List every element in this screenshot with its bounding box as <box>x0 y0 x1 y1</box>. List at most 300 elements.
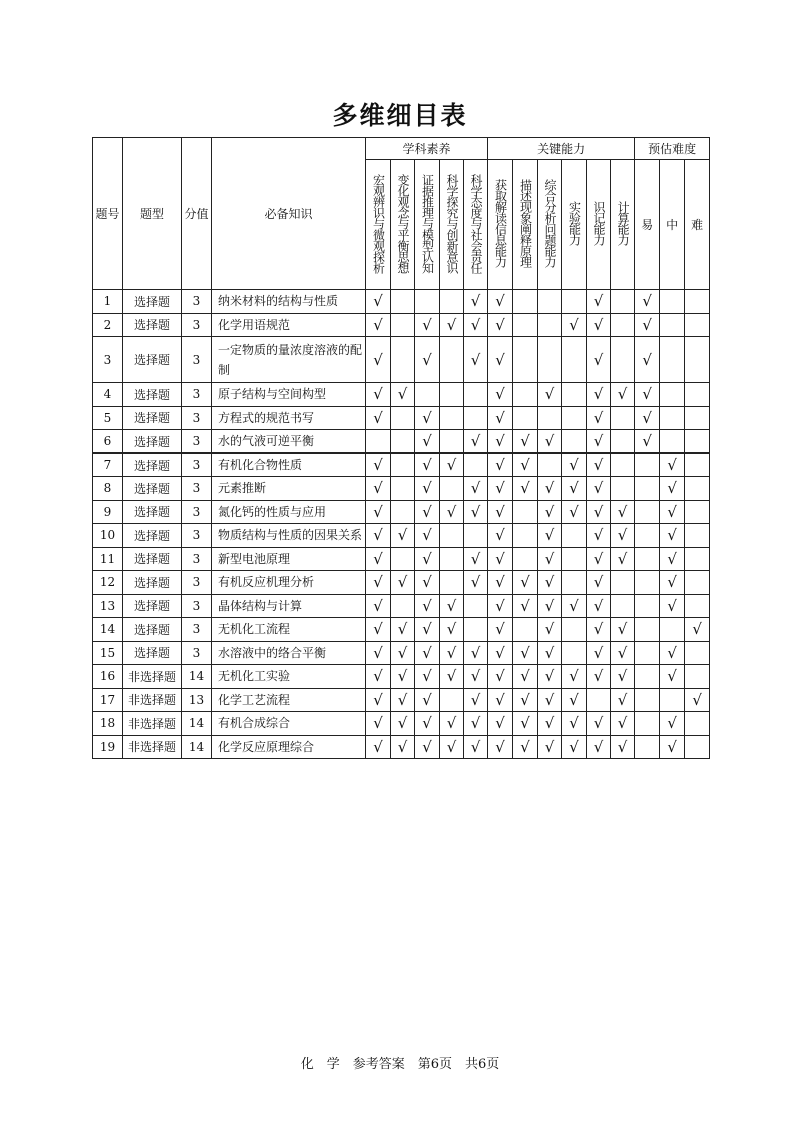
literacy-check-mark: √ <box>464 735 488 759</box>
ability-check-mark: √ <box>587 712 611 736</box>
difficulty-check-mark: √ <box>660 641 685 665</box>
ability-check-mark: √ <box>513 453 538 477</box>
literacy-check-mark: √ <box>366 688 391 712</box>
difficulty-check-mark: √ <box>660 712 685 736</box>
ability-check-mark: √ <box>611 500 635 524</box>
difficulty-check-mark: √ <box>660 665 685 689</box>
literacy-check-mark: √ <box>415 594 440 618</box>
literacy-check-mark: √ <box>366 641 391 665</box>
ability-check-mark: √ <box>488 313 513 337</box>
question-type: 选择题 <box>123 453 182 477</box>
literacy-check-mark: √ <box>440 712 464 736</box>
question-score: 3 <box>182 618 212 642</box>
literacy-check-mark: √ <box>415 618 440 642</box>
question-score: 3 <box>182 594 212 618</box>
header-no: 题号 <box>93 138 123 290</box>
ability-check-mark: √ <box>538 712 562 736</box>
table-row <box>93 313 710 337</box>
literacy-check-mark: √ <box>464 712 488 736</box>
ability-check-mark: √ <box>488 594 513 618</box>
knowledge-point: 化学用语规范 <box>212 313 366 337</box>
question-type: 非选择题 <box>123 735 182 759</box>
ability-check-mark: √ <box>488 500 513 524</box>
difficulty-check-mark: √ <box>685 618 710 642</box>
question-score: 3 <box>182 524 212 548</box>
question-no: 17 <box>93 688 123 712</box>
literacy-cell-3 <box>440 290 464 314</box>
ability-cell-5 <box>611 571 635 595</box>
ability-cell-3 <box>562 406 587 430</box>
literacy-check-mark: √ <box>366 712 391 736</box>
ability-cell-1 <box>513 290 538 314</box>
literacy-check-mark: √ <box>391 735 415 759</box>
table-row <box>93 477 710 501</box>
table-row <box>93 571 710 595</box>
ability-cell-5 <box>611 453 635 477</box>
table-row <box>93 712 710 736</box>
literacy-check-mark: √ <box>391 641 415 665</box>
ability-check-mark: √ <box>488 337 513 383</box>
question-score: 3 <box>182 453 212 477</box>
question-score: 3 <box>182 571 212 595</box>
ability-check-mark: √ <box>538 524 562 548</box>
page-footer: 化 学 参考答案 第6页 共6页 <box>300 1057 500 1072</box>
difficulty-cell-2 <box>685 594 710 618</box>
ability-check-mark: √ <box>587 430 611 454</box>
header-difficulty-0: 易 <box>635 160 660 290</box>
literacy-check-mark: √ <box>415 712 440 736</box>
difficulty-check-mark: √ <box>660 500 685 524</box>
literacy-check-mark: √ <box>415 313 440 337</box>
literacy-check-mark: √ <box>366 477 391 501</box>
literacy-cell-2 <box>415 290 440 314</box>
literacy-check-mark: √ <box>464 290 488 314</box>
literacy-check-mark: √ <box>464 547 488 571</box>
ability-check-mark: √ <box>562 500 587 524</box>
literacy-cell-3 <box>440 547 464 571</box>
knowledge-point: 有机化合物性质 <box>212 453 366 477</box>
literacy-cell-4 <box>464 594 488 618</box>
question-score: 14 <box>182 712 212 736</box>
ability-check-mark: √ <box>587 337 611 383</box>
literacy-check-mark: √ <box>440 500 464 524</box>
knowledge-point: 原子结构与空间构型 <box>212 383 366 407</box>
question-type: 选择题 <box>123 547 182 571</box>
ability-check-mark: √ <box>587 406 611 430</box>
literacy-check-mark: √ <box>391 712 415 736</box>
literacy-check-mark: √ <box>415 571 440 595</box>
question-no: 9 <box>93 500 123 524</box>
difficulty-cell-0 <box>635 477 660 501</box>
question-type: 非选择题 <box>123 688 182 712</box>
ability-check-mark: √ <box>587 665 611 689</box>
literacy-cell-4 <box>464 383 488 407</box>
literacy-check-mark: √ <box>464 500 488 524</box>
literacy-cell-4 <box>464 618 488 642</box>
ability-cell-1 <box>513 618 538 642</box>
question-score: 3 <box>182 290 212 314</box>
literacy-check-mark: √ <box>440 665 464 689</box>
ability-cell-3 <box>562 547 587 571</box>
difficulty-check-mark: √ <box>635 337 660 383</box>
header-difficulty-1: 中 <box>660 160 685 290</box>
difficulty-cell-2 <box>685 641 710 665</box>
knowledge-point: 水的气液可逆平衡 <box>212 430 366 454</box>
ability-cell-5 <box>611 406 635 430</box>
difficulty-check-mark: √ <box>685 688 710 712</box>
ability-check-mark: √ <box>562 735 587 759</box>
difficulty-check-mark: √ <box>660 477 685 501</box>
question-score: 3 <box>182 641 212 665</box>
ability-check-mark: √ <box>538 618 562 642</box>
knowledge-point: 元素推断 <box>212 477 366 501</box>
ability-check-mark: √ <box>587 571 611 595</box>
ability-check-mark: √ <box>587 594 611 618</box>
ability-check-mark: √ <box>513 712 538 736</box>
ability-cell-3 <box>562 383 587 407</box>
literacy-cell-1 <box>391 337 415 383</box>
literacy-check-mark: √ <box>440 641 464 665</box>
ability-check-mark: √ <box>562 712 587 736</box>
ability-check-mark: √ <box>562 313 587 337</box>
question-type: 选择题 <box>123 383 182 407</box>
ability-check-mark: √ <box>611 547 635 571</box>
literacy-check-mark: √ <box>366 665 391 689</box>
difficulty-cell-0 <box>635 500 660 524</box>
difficulty-cell-0 <box>635 618 660 642</box>
table-row <box>93 735 710 759</box>
literacy-check-mark: √ <box>366 337 391 383</box>
knowledge-point: 有机反应机理分析 <box>212 571 366 595</box>
ability-check-mark: √ <box>488 735 513 759</box>
difficulty-cell-1 <box>660 618 685 642</box>
difficulty-cell-2 <box>685 313 710 337</box>
literacy-cell-3 <box>440 406 464 430</box>
table-row <box>93 430 710 454</box>
ability-check-mark: √ <box>488 477 513 501</box>
question-no: 7 <box>93 453 123 477</box>
ability-check-mark: √ <box>611 618 635 642</box>
literacy-check-mark: √ <box>464 665 488 689</box>
ability-check-mark: √ <box>562 594 587 618</box>
table-row <box>93 290 710 314</box>
knowledge-point: 氮化钙的性质与应用 <box>212 500 366 524</box>
literacy-check-mark: √ <box>415 735 440 759</box>
difficulty-cell-0 <box>635 641 660 665</box>
ability-check-mark: √ <box>538 665 562 689</box>
question-type: 非选择题 <box>123 665 182 689</box>
question-no: 1 <box>93 290 123 314</box>
table-row <box>93 618 710 642</box>
difficulty-check-mark: √ <box>635 383 660 407</box>
difficulty-cell-2 <box>685 290 710 314</box>
difficulty-check-mark: √ <box>635 406 660 430</box>
ability-check-mark: √ <box>488 618 513 642</box>
literacy-cell-3 <box>440 688 464 712</box>
question-score: 3 <box>182 430 212 454</box>
knowledge-point: 化学工艺流程 <box>212 688 366 712</box>
knowledge-point: 无机化工流程 <box>212 618 366 642</box>
ability-cell-1 <box>513 406 538 430</box>
literacy-cell-1 <box>391 547 415 571</box>
literacy-cell-3 <box>440 571 464 595</box>
question-type: 选择题 <box>123 477 182 501</box>
ability-check-mark: √ <box>488 665 513 689</box>
difficulty-cell-0 <box>635 547 660 571</box>
literacy-check-mark: √ <box>391 618 415 642</box>
literacy-check-mark: √ <box>415 547 440 571</box>
table-row <box>93 665 710 689</box>
ability-check-mark: √ <box>587 524 611 548</box>
knowledge-point: 物质结构与性质的因果关系 <box>212 524 366 548</box>
knowledge-point: 无机化工实验 <box>212 665 366 689</box>
question-type: 选择题 <box>123 500 182 524</box>
literacy-check-mark: √ <box>464 641 488 665</box>
ability-check-mark: √ <box>488 524 513 548</box>
literacy-check-mark: √ <box>366 735 391 759</box>
difficulty-cell-0 <box>635 735 660 759</box>
ability-check-mark: √ <box>538 571 562 595</box>
table-row <box>93 524 710 548</box>
difficulty-cell-0 <box>635 688 660 712</box>
ability-check-mark: √ <box>587 453 611 477</box>
difficulty-cell-1 <box>660 383 685 407</box>
ability-check-mark: √ <box>513 594 538 618</box>
literacy-cell-3 <box>440 383 464 407</box>
header-ability-group: 关键能力 <box>488 138 635 160</box>
difficulty-cell-0 <box>635 594 660 618</box>
literacy-check-mark: √ <box>440 313 464 337</box>
literacy-cell-1 <box>391 430 415 454</box>
header-ability-4: 识记能力 <box>587 160 611 290</box>
ability-check-mark: √ <box>538 430 562 454</box>
literacy-check-mark: √ <box>415 500 440 524</box>
ability-check-mark: √ <box>488 641 513 665</box>
literacy-cell-3 <box>440 524 464 548</box>
table-row <box>93 383 710 407</box>
ability-cell-3 <box>562 430 587 454</box>
literacy-check-mark: √ <box>464 313 488 337</box>
literacy-check-mark: √ <box>366 453 391 477</box>
literacy-check-mark: √ <box>464 337 488 383</box>
knowledge-point: 化学反应原理综合 <box>212 735 366 759</box>
table-row <box>93 406 710 430</box>
literacy-cell-1 <box>391 406 415 430</box>
header-literacy-2: 证据推理与模型认知 <box>415 160 440 290</box>
literacy-check-mark: √ <box>366 618 391 642</box>
table-row <box>93 641 710 665</box>
difficulty-check-mark: √ <box>660 547 685 571</box>
literacy-cell-1 <box>391 290 415 314</box>
difficulty-cell-1 <box>660 337 685 383</box>
difficulty-cell-0 <box>635 571 660 595</box>
ability-cell-3 <box>562 290 587 314</box>
literacy-check-mark: √ <box>415 477 440 501</box>
question-no: 3 <box>93 337 123 383</box>
question-no: 16 <box>93 665 123 689</box>
ability-check-mark: √ <box>513 735 538 759</box>
question-no: 10 <box>93 524 123 548</box>
knowledge-point: 水溶液中的络合平衡 <box>212 641 366 665</box>
ability-check-mark: √ <box>562 453 587 477</box>
ability-check-mark: √ <box>538 477 562 501</box>
literacy-check-mark: √ <box>415 641 440 665</box>
header-difficulty-2: 难 <box>685 160 710 290</box>
header-type: 题型 <box>123 138 182 290</box>
literacy-check-mark: √ <box>391 571 415 595</box>
literacy-check-mark: √ <box>415 665 440 689</box>
ability-cell-2 <box>538 453 562 477</box>
question-type: 非选择题 <box>123 712 182 736</box>
table-row <box>93 453 710 477</box>
ability-check-mark: √ <box>587 500 611 524</box>
ability-check-mark: √ <box>513 665 538 689</box>
ability-check-mark: √ <box>538 735 562 759</box>
question-no: 5 <box>93 406 123 430</box>
literacy-check-mark: √ <box>366 383 391 407</box>
literacy-check-mark: √ <box>391 665 415 689</box>
literacy-cell-3 <box>440 337 464 383</box>
knowledge-point: 纳米材料的结构与性质 <box>212 290 366 314</box>
question-score: 14 <box>182 735 212 759</box>
literacy-cell-4 <box>464 453 488 477</box>
literacy-cell-1 <box>391 453 415 477</box>
question-type: 选择题 <box>123 313 182 337</box>
literacy-check-mark: √ <box>391 383 415 407</box>
literacy-check-mark: √ <box>464 477 488 501</box>
ability-check-mark: √ <box>488 688 513 712</box>
difficulty-cell-2 <box>685 571 710 595</box>
question-no: 6 <box>93 430 123 454</box>
ability-cell-2 <box>538 290 562 314</box>
ability-check-mark: √ <box>513 688 538 712</box>
question-type: 选择题 <box>123 406 182 430</box>
difficulty-cell-2 <box>685 735 710 759</box>
literacy-check-mark: √ <box>415 337 440 383</box>
ability-check-mark: √ <box>488 712 513 736</box>
question-no: 2 <box>93 313 123 337</box>
question-no: 11 <box>93 547 123 571</box>
ability-check-mark: √ <box>611 641 635 665</box>
ability-cell-5 <box>611 477 635 501</box>
ability-cell-1 <box>513 313 538 337</box>
question-score: 3 <box>182 406 212 430</box>
ability-check-mark: √ <box>562 688 587 712</box>
ability-check-mark: √ <box>587 618 611 642</box>
literacy-check-mark: √ <box>440 735 464 759</box>
difficulty-check-mark: √ <box>660 524 685 548</box>
ability-check-mark: √ <box>538 594 562 618</box>
ability-check-mark: √ <box>587 641 611 665</box>
ability-check-mark: √ <box>611 383 635 407</box>
literacy-cell-3 <box>440 430 464 454</box>
knowledge-point: 新型电池原理 <box>212 547 366 571</box>
difficulty-cell-2 <box>685 500 710 524</box>
ability-check-mark: √ <box>562 477 587 501</box>
literacy-check-mark: √ <box>366 313 391 337</box>
ability-check-mark: √ <box>587 290 611 314</box>
literacy-cell-4 <box>464 406 488 430</box>
question-score: 3 <box>182 313 212 337</box>
header-ability-0: 获取解读信息能力 <box>488 160 513 290</box>
literacy-cell-3 <box>440 477 464 501</box>
ability-cell-5 <box>611 594 635 618</box>
ability-cell-5 <box>611 313 635 337</box>
table-row <box>93 337 710 383</box>
table-row <box>93 500 710 524</box>
question-type: 选择题 <box>123 594 182 618</box>
header-literacy-3: 科学探究与创新意识 <box>440 160 464 290</box>
difficulty-check-mark: √ <box>635 313 660 337</box>
difficulty-check-mark: √ <box>660 735 685 759</box>
ability-check-mark: √ <box>611 712 635 736</box>
ability-check-mark: √ <box>538 547 562 571</box>
literacy-check-mark: √ <box>464 688 488 712</box>
difficulty-check-mark: √ <box>635 430 660 454</box>
header-knowledge: 必备知识 <box>212 138 366 290</box>
question-no: 8 <box>93 477 123 501</box>
difficulty-check-mark: √ <box>660 594 685 618</box>
ability-check-mark: √ <box>562 665 587 689</box>
question-no: 4 <box>93 383 123 407</box>
header-ability-1: 描述现象阐释原理 <box>513 160 538 290</box>
difficulty-cell-2 <box>685 712 710 736</box>
difficulty-cell-0 <box>635 712 660 736</box>
difficulty-cell-1 <box>660 406 685 430</box>
ability-check-mark: √ <box>513 571 538 595</box>
header-ability-3: 实验能力 <box>562 160 587 290</box>
header-literacy-group: 学科素养 <box>366 138 488 160</box>
ability-check-mark: √ <box>587 383 611 407</box>
ability-check-mark: √ <box>513 641 538 665</box>
header-score: 分值 <box>182 138 212 290</box>
literacy-check-mark: √ <box>366 547 391 571</box>
ability-cell-4 <box>587 688 611 712</box>
header-difficulty-group: 预估难度 <box>635 138 710 160</box>
ability-check-mark: √ <box>587 313 611 337</box>
header-literacy-4: 科学态度与社会责任 <box>464 160 488 290</box>
literacy-check-mark: √ <box>366 524 391 548</box>
difficulty-cell-2 <box>685 665 710 689</box>
ability-check-mark: √ <box>587 547 611 571</box>
question-no: 13 <box>93 594 123 618</box>
ability-check-mark: √ <box>488 430 513 454</box>
page-title: 多维细目表 <box>332 101 468 130</box>
ability-check-mark: √ <box>587 735 611 759</box>
question-no: 14 <box>93 618 123 642</box>
ability-cell-3 <box>562 524 587 548</box>
ability-cell-5 <box>611 290 635 314</box>
ability-check-mark: √ <box>513 430 538 454</box>
ability-cell-5 <box>611 337 635 383</box>
ability-check-mark: √ <box>611 665 635 689</box>
literacy-check-mark: √ <box>440 618 464 642</box>
ability-check-mark: √ <box>513 477 538 501</box>
question-score: 3 <box>182 500 212 524</box>
literacy-check-mark: √ <box>366 406 391 430</box>
ability-check-mark: √ <box>488 571 513 595</box>
ability-cell-2 <box>538 337 562 383</box>
ability-cell-1 <box>513 383 538 407</box>
difficulty-cell-2 <box>685 430 710 454</box>
ability-check-mark: √ <box>538 641 562 665</box>
question-score: 3 <box>182 337 212 383</box>
question-score: 14 <box>182 665 212 689</box>
literacy-check-mark: √ <box>391 688 415 712</box>
literacy-check-mark: √ <box>440 453 464 477</box>
ability-cell-1 <box>513 337 538 383</box>
difficulty-cell-2 <box>685 337 710 383</box>
